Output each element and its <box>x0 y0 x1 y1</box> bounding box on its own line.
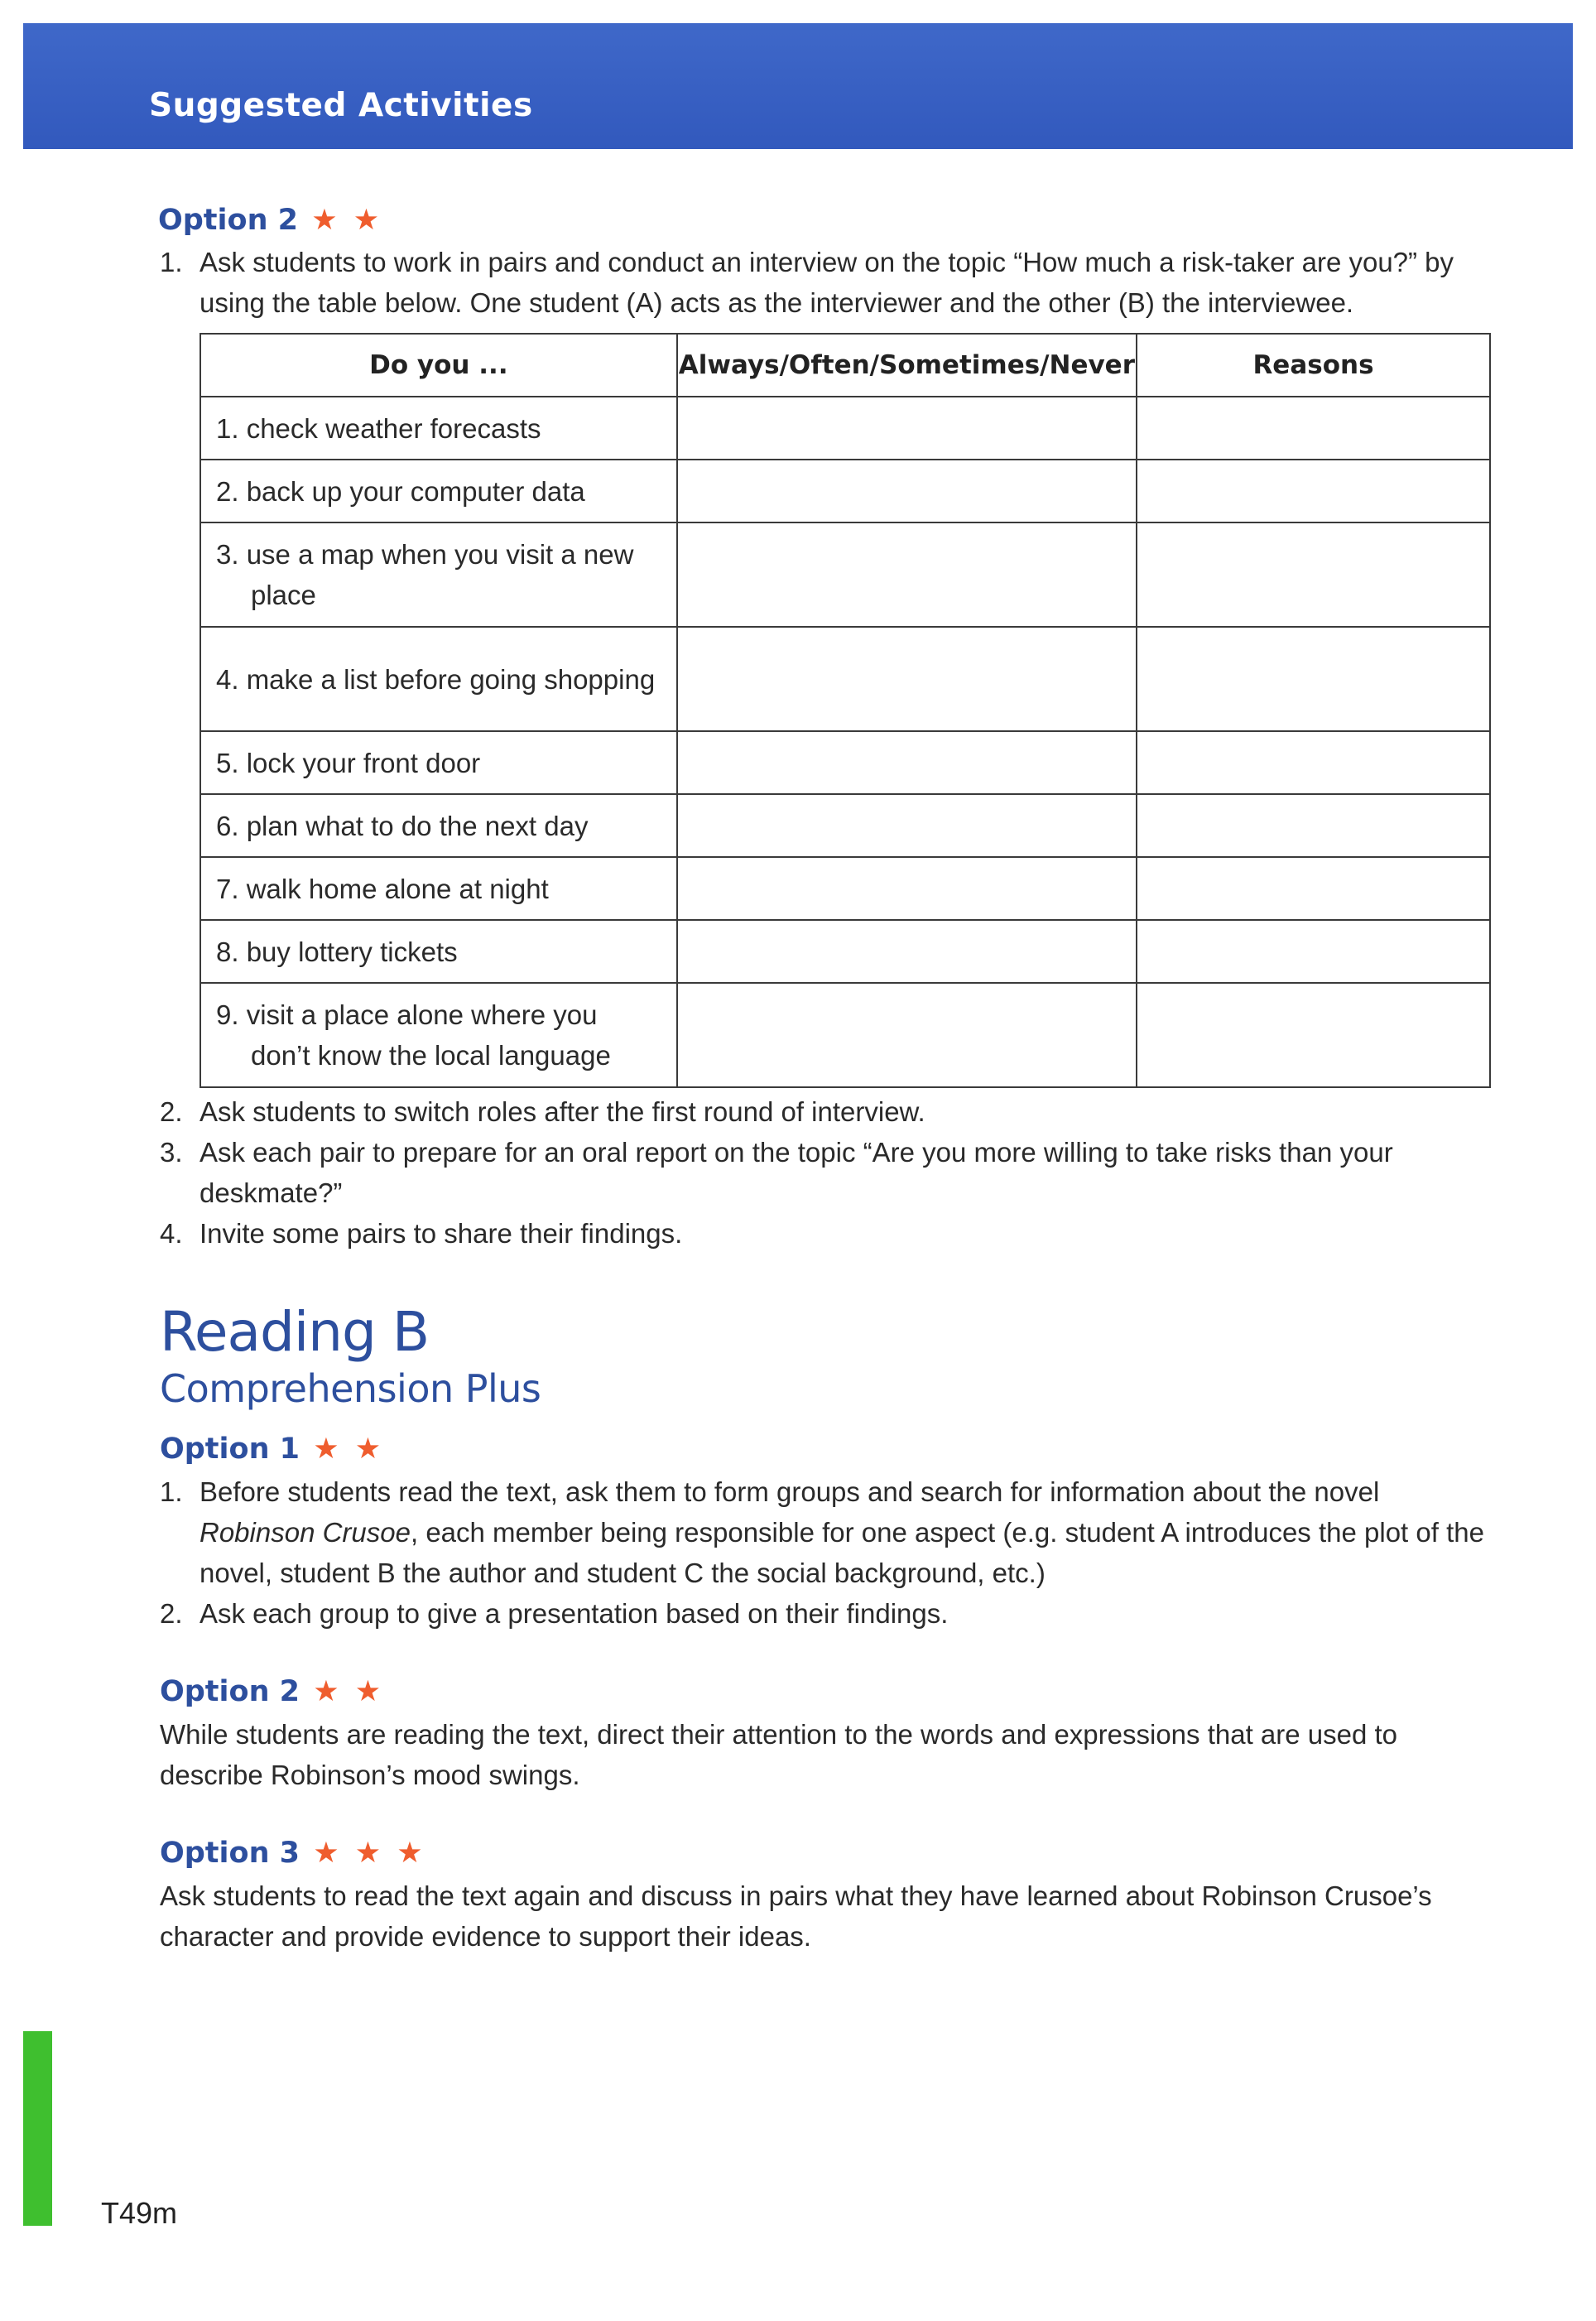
table-header-row <box>200 334 1490 397</box>
list-number: 1. <box>160 247 183 277</box>
option-3-heading <box>160 1837 426 1870</box>
frequency-cell[interactable] <box>677 794 1137 857</box>
list-number: 2. <box>160 1096 183 1127</box>
list-text: Ask each group to give a presentation based on their findings. <box>200 1598 949 1629</box>
question-cell: 9. visit a place alone where you don’t know the local language <box>200 983 677 1087</box>
interview-table <box>200 333 1491 1088</box>
star-rating-icon: ★ ★ ★ <box>313 1837 426 1870</box>
header-title: Suggested Activities <box>149 87 533 124</box>
question-cell: 3. use a map when you visit a new place <box>200 522 677 627</box>
reasons-cell[interactable] <box>1137 731 1490 794</box>
reasons-cell[interactable] <box>1137 794 1490 857</box>
frequency-cell[interactable] <box>677 397 1137 460</box>
reasons-cell[interactable] <box>1137 627 1490 731</box>
table-row <box>200 983 1490 1087</box>
frequency-cell[interactable] <box>677 522 1137 627</box>
header-band <box>23 23 1573 149</box>
reasons-cell[interactable] <box>1137 920 1490 983</box>
question-cell: 6. plan what to do the next day <box>200 794 677 857</box>
novel-title: Robinson Crusoe <box>200 1517 411 1548</box>
frequency-cell[interactable] <box>677 627 1137 731</box>
frequency-cell[interactable] <box>677 731 1137 794</box>
list-text: Ask students to switch roles after the first round of interview. <box>200 1096 925 1127</box>
option-2-heading <box>158 204 382 237</box>
list-item <box>160 1091 1501 1132</box>
list-text: Ask students to work in pairs and conduct an interview on the topic “How much a risk-taker are you?” by using the table below. One student (A) acts as the interviewer and the other (B) the interviewee. <box>200 247 1454 318</box>
frequency-cell[interactable] <box>677 857 1137 920</box>
list-text-after: , each member being responsible for one aspect (e.g. student A introduces the plot of the novel, student B the author and student C the social background, etc.) <box>200 1517 1484 1588</box>
option-2-followup-steps <box>160 1091 1501 1254</box>
section-subtitle: Comprehension Plus <box>160 1366 541 1411</box>
star-rating-icon: ★ ★ <box>313 1433 385 1466</box>
column-header: Do you ... <box>200 334 677 397</box>
question-cell: 1. check weather forecasts <box>200 397 677 460</box>
list-text: Invite some pairs to share their findings. <box>200 1218 683 1249</box>
table-row <box>200 731 1490 794</box>
reasons-cell[interactable] <box>1137 983 1490 1087</box>
star-rating-icon: ★ ★ <box>313 1675 385 1708</box>
question-cell: 4. make a list before going shopping <box>200 627 677 731</box>
option-2-text: While students are reading the text, direct their attention to the words and expressions that are used to describe Robinson’s mood swings. <box>160 1719 1398 1790</box>
list-number: 4. <box>160 1218 183 1249</box>
question-cell: 8. buy lottery tickets <box>200 920 677 983</box>
frequency-cell[interactable] <box>677 920 1137 983</box>
option-label: Option 2 <box>160 1675 300 1708</box>
list-text-before: Before students read the text, ask them to form groups and search for information about the novel <box>200 1476 1380 1507</box>
reasons-cell[interactable] <box>1137 522 1490 627</box>
list-text: Ask each pair to prepare for an oral report on the topic “Are you more willing to take risks than your deskmate?” <box>200 1137 1393 1208</box>
reasons-cell[interactable] <box>1137 460 1490 522</box>
list-number: 2. <box>160 1598 183 1629</box>
table-row <box>200 522 1490 627</box>
table-row <box>200 857 1490 920</box>
list-item <box>160 242 1501 323</box>
list-item <box>160 1132 1501 1213</box>
table-row <box>200 794 1490 857</box>
reasons-cell[interactable] <box>1137 857 1490 920</box>
option-2-steps <box>160 242 1501 323</box>
table-row <box>200 920 1490 983</box>
reasons-cell[interactable] <box>1137 397 1490 460</box>
option-1-heading <box>160 1433 384 1466</box>
option-label: Option 3 <box>160 1837 300 1870</box>
column-header: Always/Often/Sometimes/Never <box>677 334 1137 397</box>
option-3-text: Ask students to read the text again and discuss in pairs what they have learned about Robinson Crusoe’s character and provide evidence to support their ideas. <box>160 1880 1432 1952</box>
table-row <box>200 460 1490 522</box>
list-item <box>160 1593 1501 1634</box>
list-item <box>160 1213 1501 1254</box>
green-margin-bar <box>23 2031 52 2226</box>
frequency-cell[interactable] <box>677 460 1137 522</box>
option-label: Option 2 <box>158 204 299 237</box>
question-cell: 5. lock your front door <box>200 731 677 794</box>
question-cell: 2. back up your computer data <box>200 460 677 522</box>
star-rating-icon: ★ ★ <box>311 204 383 237</box>
frequency-cell[interactable] <box>677 983 1137 1087</box>
option-label: Option 1 <box>160 1433 300 1466</box>
option-2-heading <box>160 1675 384 1708</box>
list-number: 3. <box>160 1137 183 1168</box>
table-row <box>200 397 1490 460</box>
list-text <box>200 1476 1484 1588</box>
column-header: Reasons <box>1137 334 1490 397</box>
option-1-steps <box>160 1471 1501 1634</box>
page-number: T49m <box>101 2196 178 2230</box>
table-row <box>200 627 1490 731</box>
list-number: 1. <box>160 1476 183 1507</box>
question-cell: 7. walk home alone at night <box>200 857 677 920</box>
section-title: Reading B <box>160 1300 430 1364</box>
list-item <box>160 1471 1501 1593</box>
